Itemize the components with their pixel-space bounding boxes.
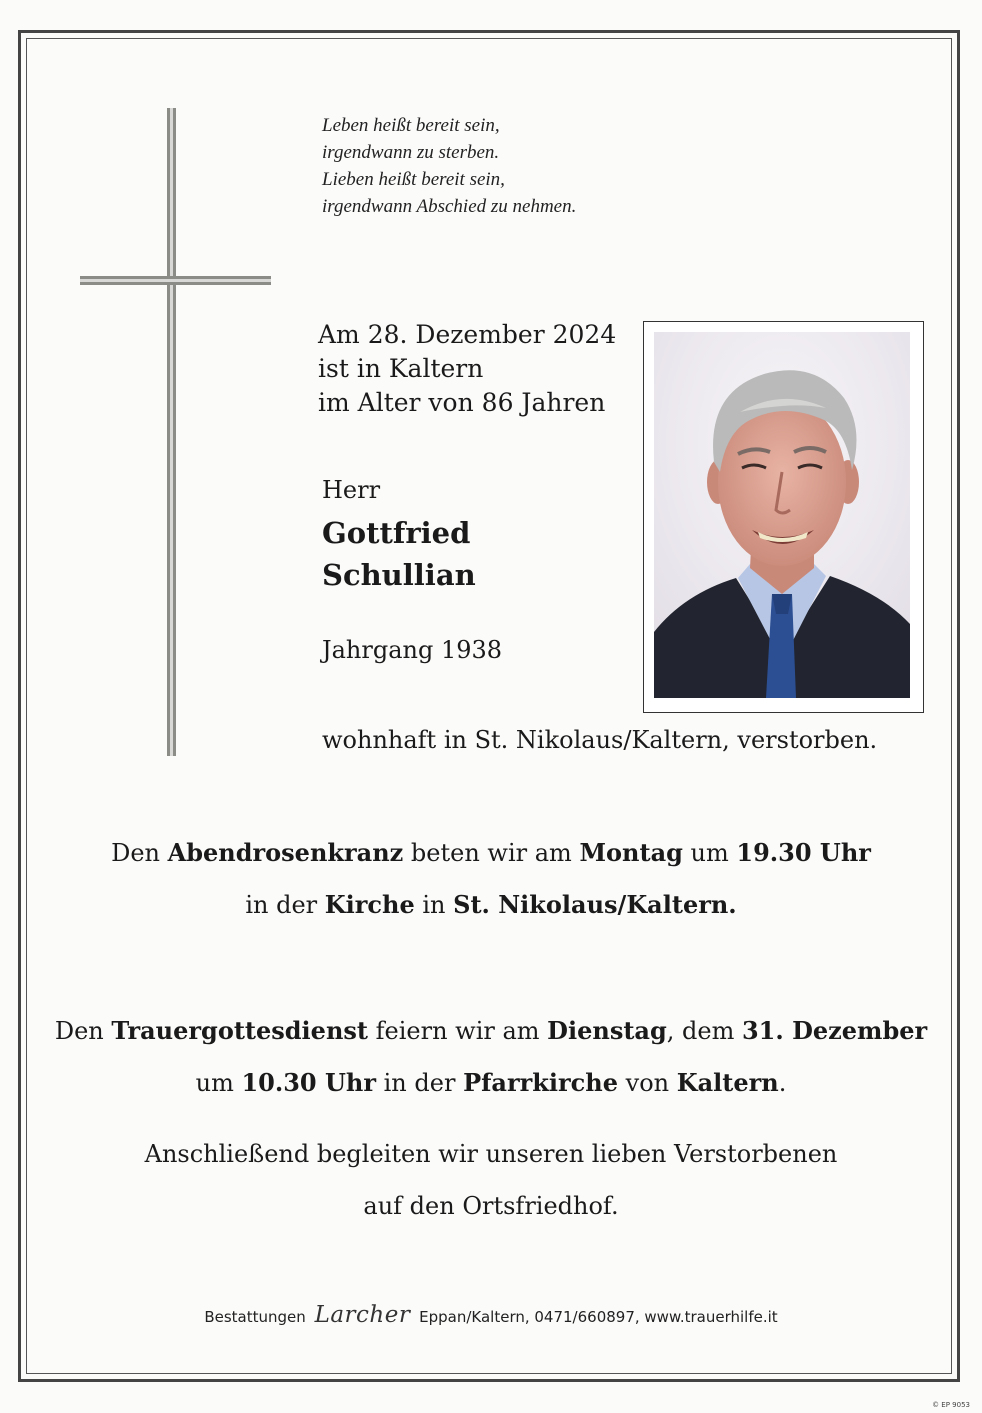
service-text: in der — [376, 1069, 464, 1097]
cross-icon-bar — [80, 276, 271, 285]
rosary-text: beten wir am — [403, 839, 580, 867]
service-time: 10.30 Uhr — [241, 1068, 376, 1097]
cross-icon — [167, 108, 176, 756]
portrait-illustration — [654, 332, 910, 698]
service-place: Kaltern — [676, 1068, 779, 1097]
death-notice-intro — [318, 318, 638, 420]
footer-contact: Eppan/Kaltern, 0471/660897, www.trauerhilfe.it — [419, 1308, 778, 1326]
rosary-line-1 — [40, 838, 942, 867]
first-name: Gottfried — [322, 516, 471, 550]
death-date: Am 28. Dezember 2024 — [318, 320, 617, 349]
rosary-text: in — [414, 891, 454, 919]
rosary-day: Montag — [579, 838, 683, 867]
service-line-2 — [40, 1068, 942, 1097]
service-text: , dem — [666, 1017, 742, 1045]
salutation: Herr — [322, 476, 381, 504]
portrait-photo — [654, 332, 910, 698]
quote-line: irgendwann zu sterben. — [322, 142, 500, 163]
rosary-event: Abendrosenkranz — [167, 838, 404, 867]
service-location: Pfarrkirche — [463, 1068, 618, 1097]
burial-line-2: auf den Ortsfriedhof. — [363, 1192, 619, 1220]
death-age: im Alter von 86 Jahren — [318, 388, 606, 417]
service-text: . — [778, 1069, 787, 1097]
deceased-name — [322, 512, 476, 596]
rosary-time: 19.30 Uhr — [736, 838, 871, 867]
rosary-text: Den — [111, 839, 168, 867]
quote-line: irgendwann Abschied zu nehmen. — [322, 196, 577, 217]
funeral-home-logo: Larcher — [314, 1302, 411, 1328]
service-text: Den — [54, 1017, 112, 1045]
funeral-home-footer — [40, 1302, 942, 1328]
burial-line-1: Anschließend begleiten wir unseren lieben Verstorbenen — [144, 1140, 838, 1168]
quote-line: Lieben heißt bereit sein, — [322, 169, 505, 190]
birth-year: Jahrgang 1938 — [322, 636, 503, 664]
service-text: von — [618, 1069, 677, 1097]
service-date: 31. Dezember — [741, 1016, 928, 1045]
rosary-text: in der — [245, 891, 325, 919]
rosary-text: um — [682, 839, 737, 867]
rosary-line-2 — [40, 890, 942, 919]
service-event: Trauergottesdienst — [111, 1016, 368, 1045]
service-line-1 — [40, 1016, 942, 1045]
rosary-place: St. Nikolaus/Kaltern. — [453, 890, 737, 919]
service-text: um — [195, 1069, 242, 1097]
last-name: Schullian — [322, 558, 476, 592]
service-day: Dienstag — [547, 1016, 667, 1045]
residence-text: wohnhaft in St. Nikolaus/Kaltern, verstorben. — [322, 726, 878, 754]
memorial-quote — [322, 112, 742, 220]
death-place: ist in Kaltern — [318, 354, 484, 383]
quote-line: Leben heißt bereit sein, — [322, 115, 500, 136]
service-text: feiern wir am — [368, 1017, 548, 1045]
footer-prefix: Bestattungen — [204, 1308, 306, 1326]
rosary-location: Kirche — [324, 890, 415, 919]
document-code: © EP 9053 — [932, 1401, 970, 1409]
